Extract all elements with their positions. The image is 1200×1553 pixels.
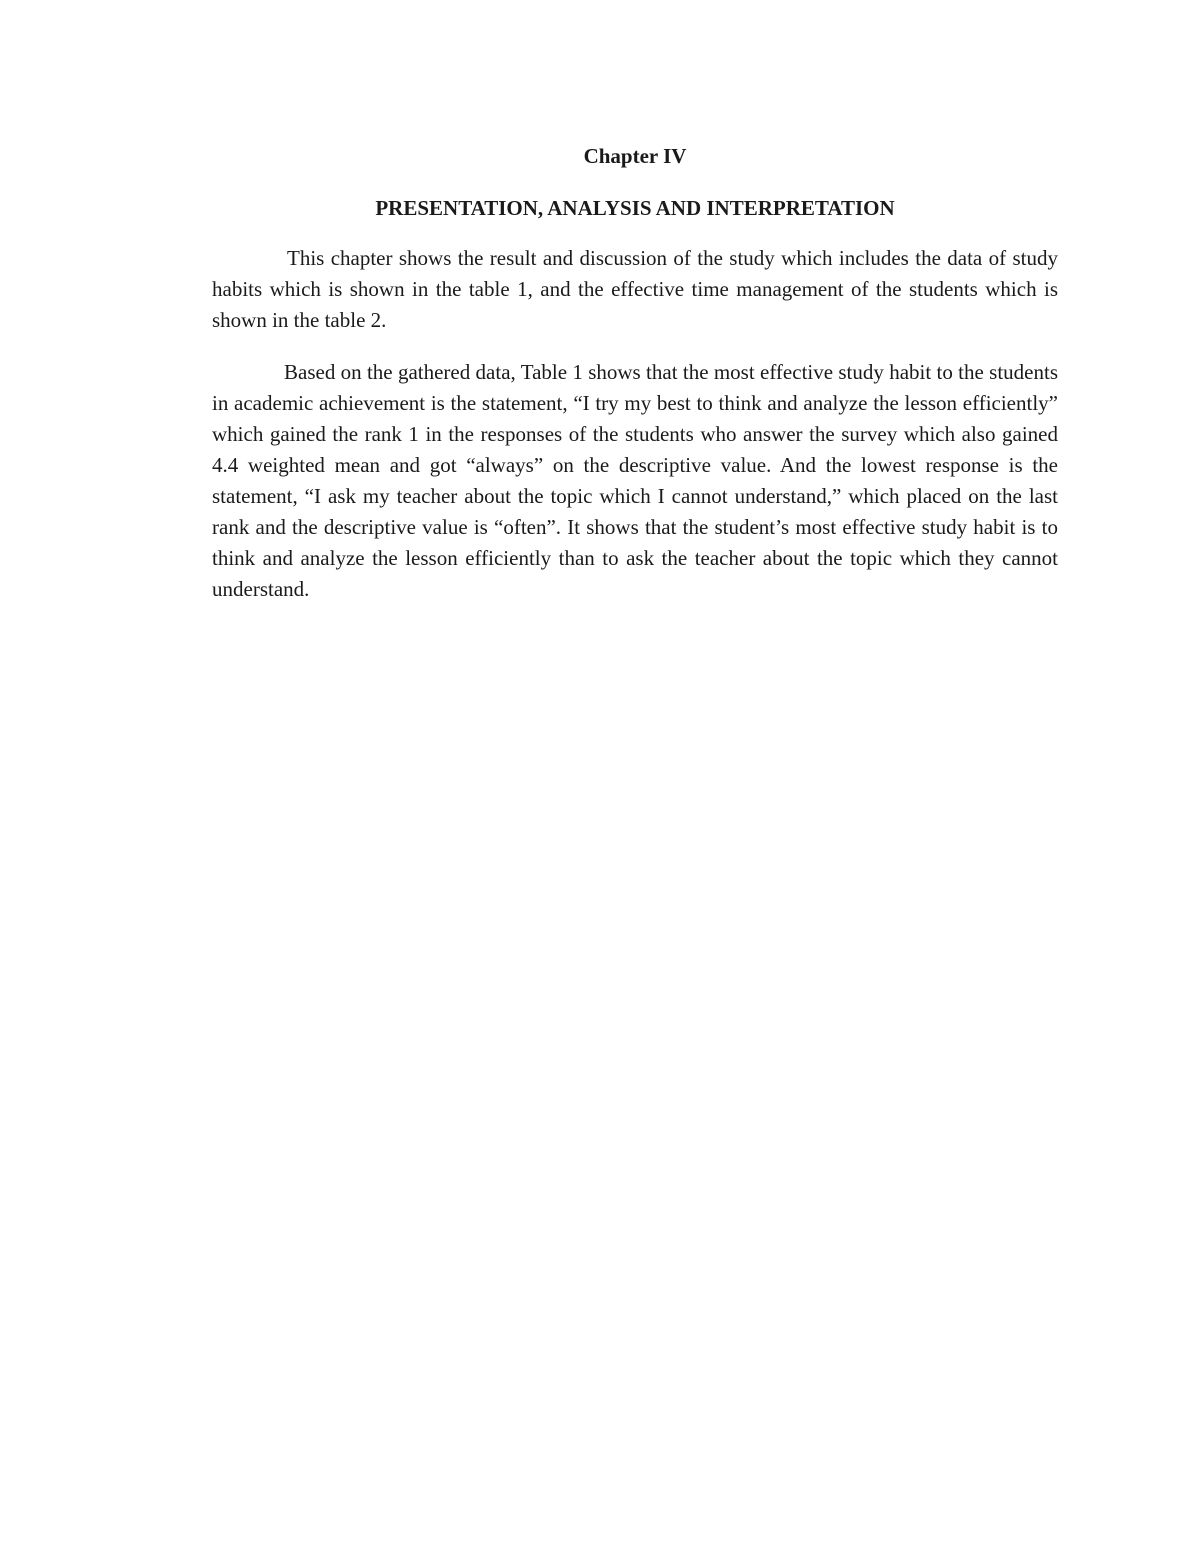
paragraph-intro: This chapter shows the result and discussion of the study which includes the data of study habits which is shown in the table 1, and the effective time management of the students which is shown in the table 2.: [212, 246, 1058, 332]
chapter-label: Chapter IV: [583, 144, 687, 168]
chapter-title: PRESENTATION, ANALYSIS AND INTERPRETATION: [375, 196, 895, 220]
page-content: [212, 141, 1058, 626]
paragraph-table-1-discussion: Based on the gathered data, Table 1 shows that the most effective study habit to the students in academic achievement is the statement, “I try my best to think and analyze the lesson efficiently” which gained the rank 1 in the responses of the students who answer the survey which also gained 4.4 weighted mean and got “always” on the descriptive value. And the lowest response is the statement, “I ask my teacher about the topic which I cannot understand,” which placed on the last rank and the descriptive value is “often”. It shows that the student’s most effective study habit is to think and analyze the lesson efficiently than to ask the teacher about the topic which they cannot understand.: [212, 360, 1058, 601]
